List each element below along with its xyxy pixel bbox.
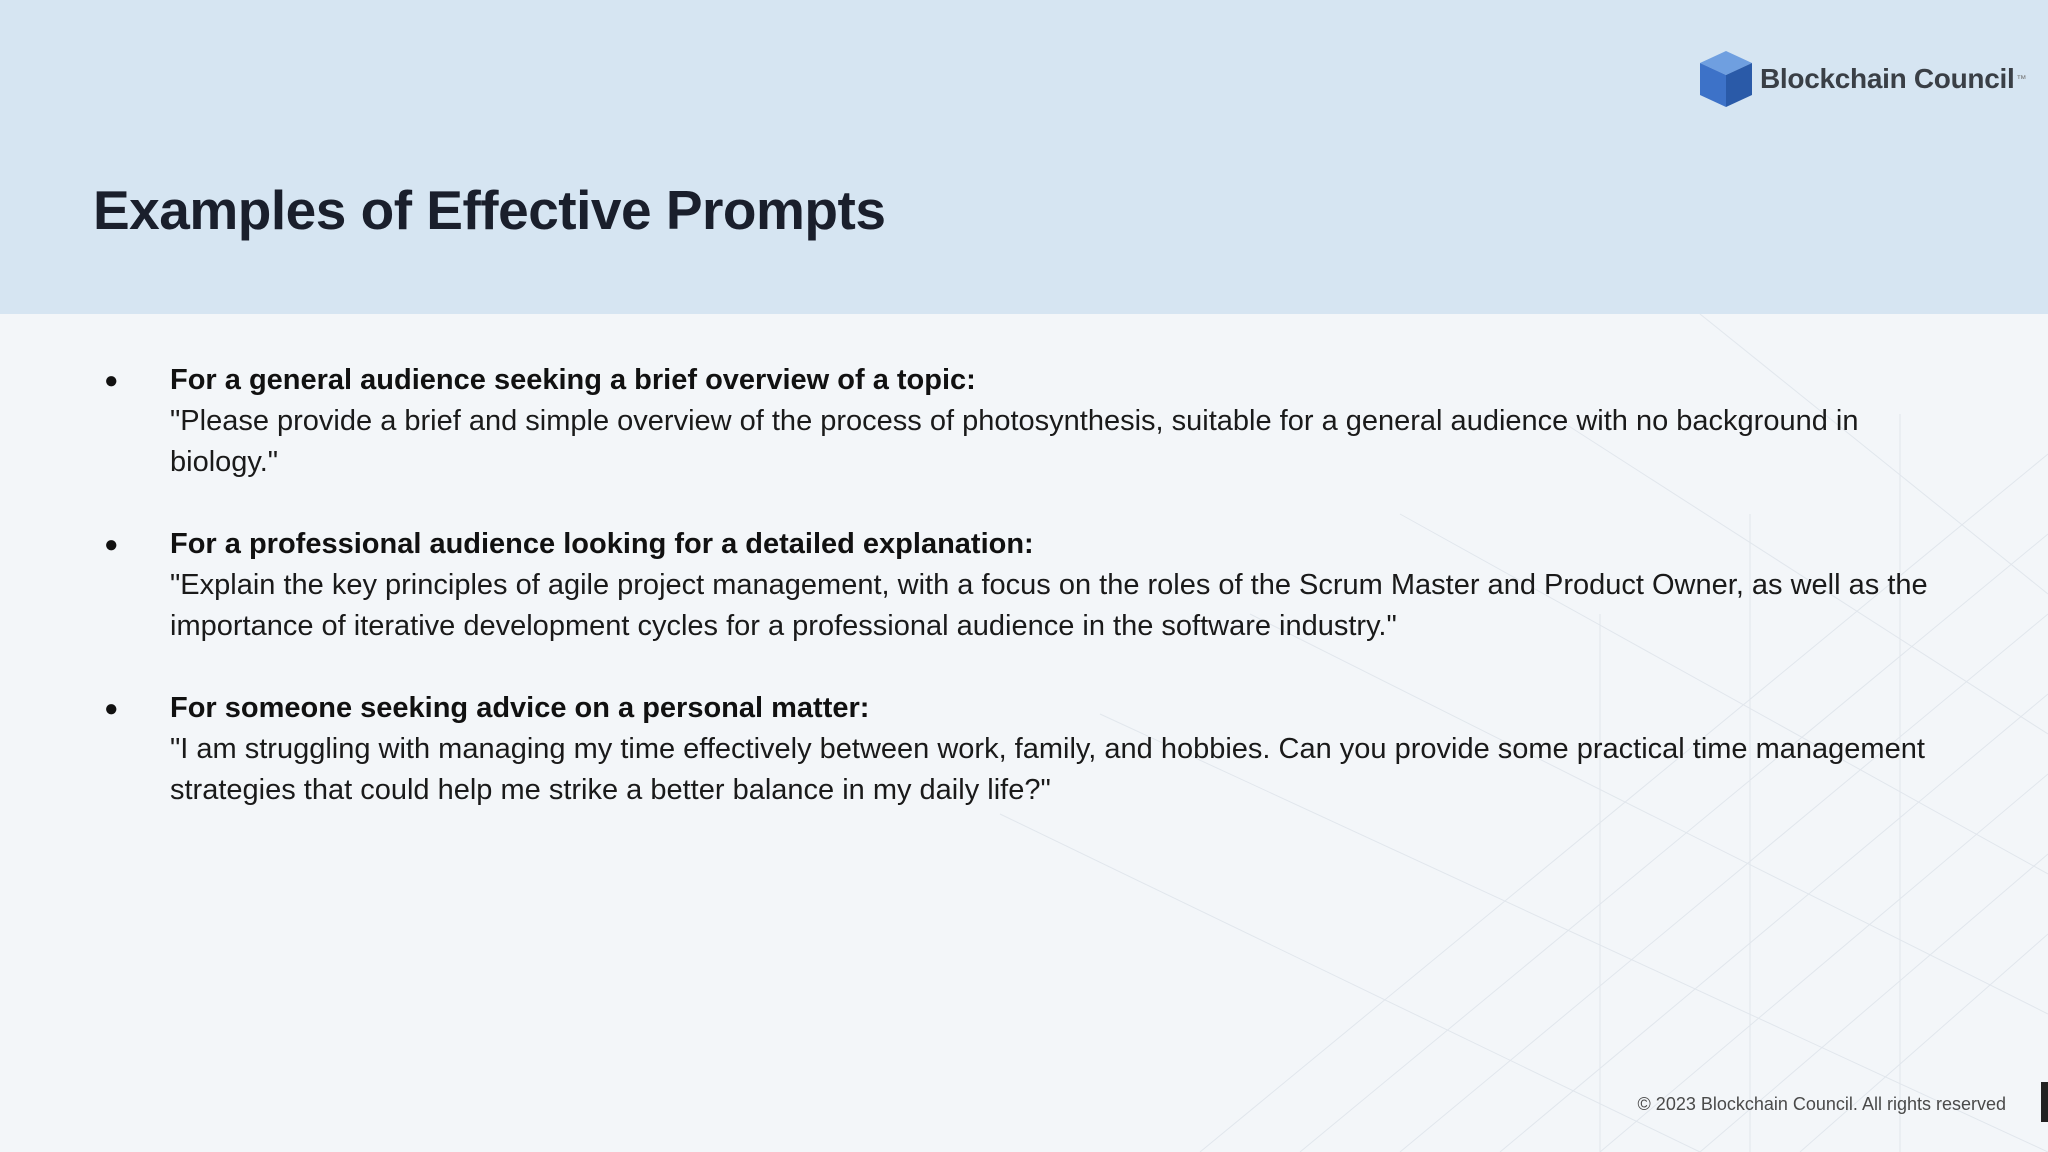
bullet-heading: For a general audience seeking a brief overview of a topic: — [170, 364, 976, 396]
brand-name: Blockchain Council — [1760, 63, 2015, 94]
brand-trademark: ™ — [2016, 73, 2027, 85]
bullet-dot-icon: ● — [104, 695, 119, 722]
bullet-item — [100, 360, 1960, 483]
bullet-body: "Please provide a brief and simple overview of the process of photosynthesis, suitable for a general audience with no background in biology." — [170, 405, 1859, 478]
edge-mark — [2041, 1082, 2048, 1122]
bullet-list — [100, 360, 1960, 852]
bullet-body: "I am struggling with managing my time effectively between work, family, and hobbies. Can you provide some practical time management strategies that could help me strike a better balance in my daily life?" — [170, 733, 1925, 806]
bullet-dot-icon: ● — [104, 531, 119, 558]
bullet-heading: For someone seeking advice on a personal matter: — [170, 692, 870, 724]
bullet-body: "Explain the key principles of agile project management, with a focus on the roles of the Scrum Master and Product Owner, as well as the importance of iterative development cycles for a professional audience in the software industry." — [170, 569, 1928, 642]
copyright-footer: © 2023 Blockchain Council. All rights reserved — [1637, 1094, 2006, 1114]
bullet-item — [100, 524, 1960, 647]
page-title: Examples of Effective Prompts — [93, 179, 886, 241]
bullet-dot-icon: ● — [104, 367, 119, 394]
bullet-heading: For a professional audience looking for a detailed explanation: — [170, 528, 1034, 560]
cube-logo-icon — [1698, 49, 1754, 109]
brand-logo — [1698, 48, 2026, 110]
bullet-item — [100, 688, 1960, 811]
